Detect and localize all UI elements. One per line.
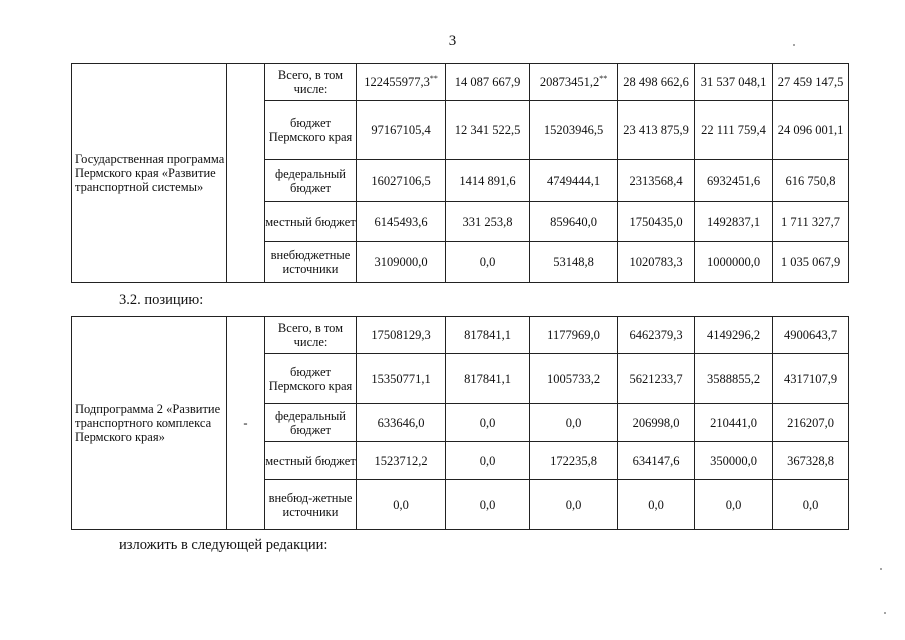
value-cell: 210441,0 (695, 404, 773, 442)
value-cell: 633646,0 (357, 404, 446, 442)
value-cell: 0,0 (530, 404, 618, 442)
value-cell: 2313568,4 (618, 160, 695, 202)
value-cell: 206998,0 (618, 404, 695, 442)
value-cell: 4149296,2 (695, 317, 773, 354)
source-label: федеральный бюджет (265, 404, 357, 442)
value-cell: 24 096 001,1 (773, 101, 849, 160)
value-cell: 6145493,6 (357, 202, 446, 242)
value-cell: 4317107,9 (773, 354, 849, 404)
value-cell: 1005733,2 (530, 354, 618, 404)
value-cell: 122455977,3** (357, 64, 446, 101)
responsible-cell (227, 64, 265, 283)
value-cell: 1177969,0 (530, 317, 618, 354)
value-cell: 817841,1 (446, 317, 530, 354)
value-cell: 367328,8 (773, 442, 849, 480)
program-name-cell: Государственная программа Пермского края «Развитие транспортной системы» (72, 64, 227, 283)
value-cell: 350000,0 (695, 442, 773, 480)
value-cell: 15203946,5 (530, 101, 618, 160)
page-number: 3 (448, 33, 457, 49)
value-cell: 14 087 667,9 (446, 64, 530, 101)
value-cell: 0,0 (773, 480, 849, 530)
value-cell: 6932451,6 (695, 160, 773, 202)
responsible-cell: - (227, 317, 265, 530)
value-cell: 15350771,1 (357, 354, 446, 404)
value-cell: 0,0 (446, 480, 530, 530)
value-cell: 172235,8 (530, 442, 618, 480)
value-cell: 817841,1 (446, 354, 530, 404)
source-label: Всего, в том числе: (265, 317, 357, 354)
value-cell: 97167105,4 (357, 101, 446, 160)
value-cell: 31 537 048,1 (695, 64, 773, 101)
value-cell: 0,0 (446, 242, 530, 283)
value-cell: 3109000,0 (357, 242, 446, 283)
value-cell: 12 341 522,5 (446, 101, 530, 160)
value-cell: 28 498 662,6 (618, 64, 695, 101)
value-cell: 6462379,3 (618, 317, 695, 354)
value-cell: 0,0 (357, 480, 446, 530)
value-cell: 4900643,7 (773, 317, 849, 354)
value-cell: 331 253,8 (446, 202, 530, 242)
value-cell: 3588855,2 (695, 354, 773, 404)
value-cell: 0,0 (446, 442, 530, 480)
subprogram-budget-table (71, 316, 849, 530)
value-cell: 634147,6 (618, 442, 695, 480)
source-label: федеральный бюджет (265, 160, 357, 202)
source-label: местный бюджет (265, 442, 357, 480)
value-cell: 616 750,8 (773, 160, 849, 202)
value-cell: 1492837,1 (695, 202, 773, 242)
section-caption: изложить в следующей редакции: (119, 537, 328, 553)
value-cell: 5621233,7 (618, 354, 695, 404)
source-label: местный бюджет (265, 202, 357, 242)
source-label: бюджет Пермского края (265, 354, 357, 404)
scan-speck (880, 568, 882, 570)
value-cell: 216207,0 (773, 404, 849, 442)
value-cell: 0,0 (530, 480, 618, 530)
value-cell: 1414 891,6 (446, 160, 530, 202)
value-cell: 4749444,1 (530, 160, 618, 202)
value-cell: 1 035 067,9 (773, 242, 849, 283)
value-cell: 1750435,0 (618, 202, 695, 242)
source-label: бюджет Пермского края (265, 101, 357, 160)
source-label: внебюд-жетные источники (265, 480, 357, 530)
source-label: Всего, в том числе: (265, 64, 357, 101)
value-cell: 23 413 875,9 (618, 101, 695, 160)
value-cell: 20873451,2** (530, 64, 618, 101)
subprogram-name-cell: Подпрограмма 2 «Развитие транспортного комплекса Пермского края» (72, 317, 227, 530)
value-cell: 0,0 (446, 404, 530, 442)
value-cell: 53148,8 (530, 242, 618, 283)
source-label: внебюджетные источники (265, 242, 357, 283)
value-cell: 0,0 (695, 480, 773, 530)
value-cell: 0,0 (618, 480, 695, 530)
value-cell: 22 111 759,4 (695, 101, 773, 160)
value-cell: 16027106,5 (357, 160, 446, 202)
value-cell: 1020783,3 (618, 242, 695, 283)
value-cell: 27 459 147,5 (773, 64, 849, 101)
section-caption: 3.2. позицию: (119, 292, 204, 308)
scan-speck (884, 612, 886, 614)
program-budget-table (71, 63, 849, 283)
value-cell: 1000000,0 (695, 242, 773, 283)
value-cell: 859640,0 (530, 202, 618, 242)
value-cell: 1523712,2 (357, 442, 446, 480)
scan-speck (793, 44, 795, 46)
value-cell: 1 711 327,7 (773, 202, 849, 242)
value-cell: 17508129,3 (357, 317, 446, 354)
